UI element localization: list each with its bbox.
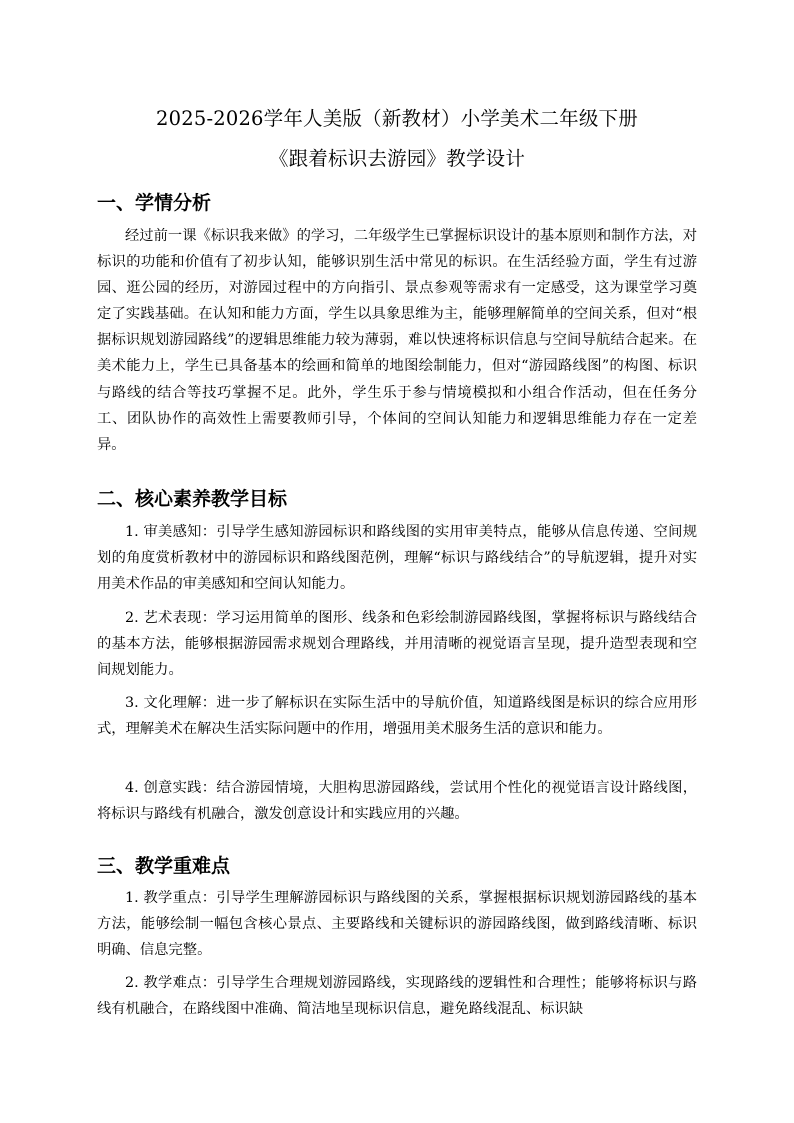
paragraph-goal-expression: 2. 艺术表现：学习运用简单的图形、线条和色彩绘制游园路线图，掌握将标识与路线结合的基本方法，能够根据游园需求规划合理路线，并用清晰的视觉语言呈现，提升造型表现和空间规划能力。 bbox=[97, 610, 697, 679]
paragraph-learner-analysis: 经过前一课《标识我来做》的学习，二年级学生已掌握标识设计的基本原则和制作方法，对标识的功能和价值有了初步认知，能够识别生活中常见的标识。在生活经验方面，学生有过游园、逛公园的经历，对游园过程中的方向指引、景点参观等需求有一定感受，这为课堂学习奠定了实践基础。在认知和能力方面，学生以具象思维为主，能够理解简单的空间关系，但对“根据标识规划游园路线”的逻辑思维能力较为薄弱，难以快速将标识信息与空间导航结合起来。在美术能力上，学生已具备基本的绘画和简单的地图绘制能力，但对“游园路线图”的构图、标识与路线的结合等技巧掌握不足。此外，学生乐于参与情境模拟和小组合作活动，但在任务分工、团队协作的高效性上需要教师引导，个体间的空间认知能力和逻辑思维能力存在一定差异。 bbox=[97, 228, 697, 453]
paragraph-goal-aesthetic: 1. 审美感知：引导学生感知游园标识和路线图的实用审美特点，能够从信息传递、空间规划的角度赏析教材中的游园标识和路线图范例，理解“标识与路线结合”的导航逻辑，提升对实用美术作品的审美感知和空间认知能力。 bbox=[97, 524, 697, 593]
paragraph-goal-creativity: 4. 创意实践：结合游园情境，大胆构思游园路线，尝试用个性化的视觉语言设计路线图，将标识与路线有机融合，激发创意设计和实践应用的兴趣。 bbox=[97, 780, 697, 823]
paragraph-goal-culture: 3. 文化理解：进一步了解标识在实际生活中的导航价值，知道路线图是标识的综合应用形式，理解美术在解决生活实际问题中的作用，增强用美术服务生活的意识和能力。 bbox=[97, 695, 697, 738]
document-title-line2: 《跟着标识去游园》教学设计 bbox=[268, 147, 526, 170]
section-heading-teaching-goals: 二、核心素养教学目标 bbox=[97, 488, 288, 510]
section-heading-learner-analysis: 一、学情分析 bbox=[97, 192, 212, 214]
paragraph-key-point: 1. 教学重点：引导学生理解游园标识与路线图的关系，掌握根据标识规划游园路线的基本方法，能够绘制一幅包含核心景点、主要路线和关键标识的游园路线图，做到路线清晰、标识明确、信息完整。 bbox=[97, 890, 697, 959]
document-title-line1: 2025-2026学年人美版（新教材）小学美术二年级下册 bbox=[156, 107, 638, 130]
paragraph-difficult-point: 2. 教学难点：引导学生合理规划游园路线，实现路线的逻辑性和合理性；能够将标识与路线有机融合，在路线图中准确、简洁地呈现标识信息，避免路线混乱、标识缺 bbox=[97, 975, 697, 1018]
section-heading-key-points: 三、教学重难点 bbox=[97, 855, 231, 877]
